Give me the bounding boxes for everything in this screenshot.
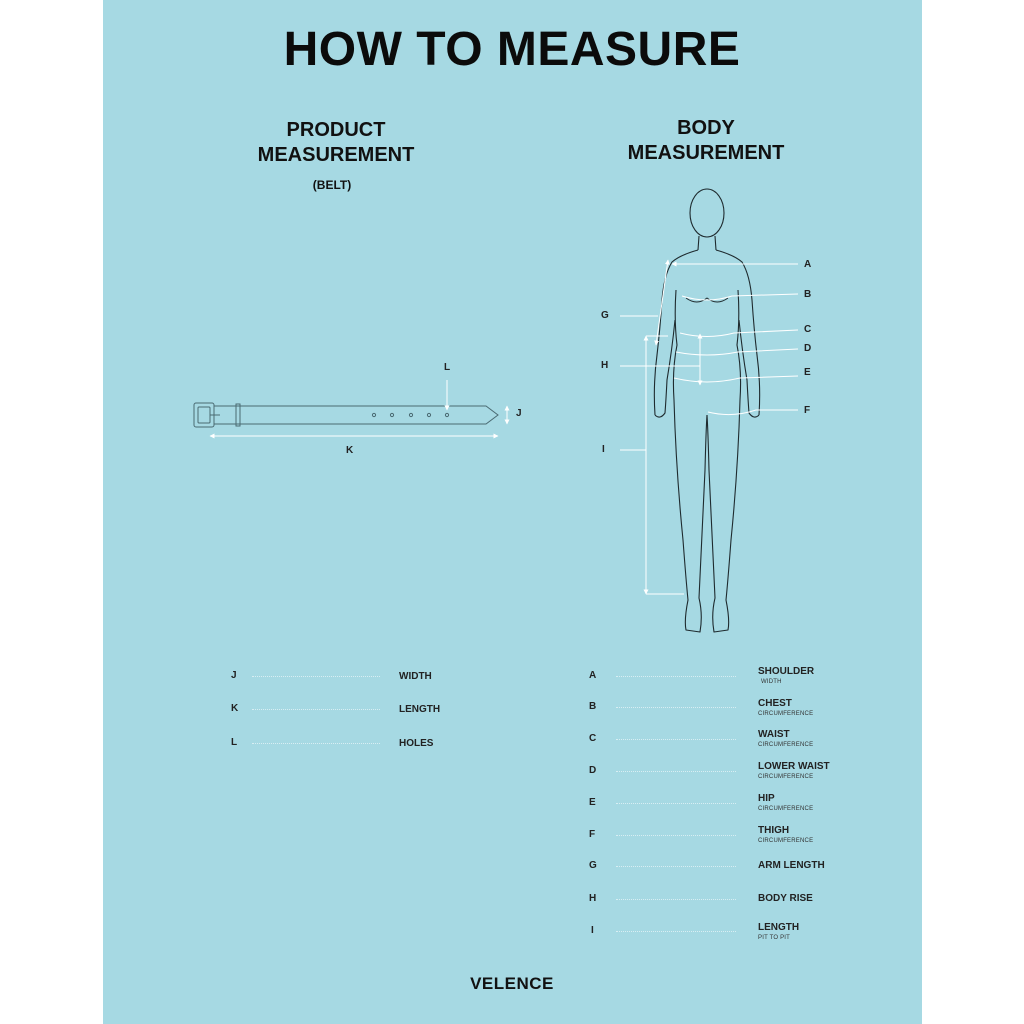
legend-sub: CIRCUMFERENCE xyxy=(758,711,814,717)
legend-dotted-line xyxy=(616,739,736,740)
belt-hole xyxy=(390,413,393,416)
body-label-d: D xyxy=(804,343,812,354)
body-label-b: B xyxy=(804,289,812,300)
legend-name: HOLES xyxy=(399,738,434,749)
legend-name: SHOULDER WIDTH xyxy=(758,666,814,688)
legend-letter: G xyxy=(589,860,597,871)
legend-dotted-line xyxy=(616,676,736,677)
legend-name: WAIST CIRCUMFERENCE xyxy=(758,729,813,751)
belt-label-width: J xyxy=(516,408,522,419)
belt-illustration xyxy=(194,403,498,427)
legend-name: LENGTH xyxy=(399,704,441,715)
product-heading-line2: MEASUREMENT xyxy=(257,144,415,166)
body-heading-line1: BODY xyxy=(677,117,735,139)
arm-length-arrow xyxy=(656,260,668,345)
belt-label-length: K xyxy=(346,445,354,456)
body-figure xyxy=(654,189,759,632)
legend-dotted-line xyxy=(616,771,736,772)
legend-letter: A xyxy=(589,670,597,681)
legend-dotted-line xyxy=(616,899,736,900)
legend-letter: J xyxy=(231,670,237,681)
body-label-i: I xyxy=(602,444,605,455)
body-label-e: E xyxy=(804,367,811,378)
legend-letter: F xyxy=(589,829,596,840)
legend-sub: WIDTH xyxy=(761,679,782,685)
legend-dotted-line xyxy=(616,835,736,836)
legend-letter: L xyxy=(231,737,238,748)
legend-letter: B xyxy=(589,701,597,712)
legend-dotted-line xyxy=(252,676,380,677)
legend-letter: E xyxy=(589,797,596,808)
product-subheading: (BELT) xyxy=(312,178,352,192)
belt-hole xyxy=(427,413,430,416)
legend-dotted-line xyxy=(616,707,736,708)
product-heading-line1: PRODUCT xyxy=(286,119,386,141)
legend-name: THIGH CIRCUMFERENCE xyxy=(758,825,813,847)
hip-line xyxy=(674,376,798,382)
legend-sub: CIRCUMFERENCE xyxy=(758,742,814,748)
body-label-f: F xyxy=(804,405,811,416)
legend-letter: K xyxy=(231,703,239,714)
belt-loop xyxy=(236,404,240,426)
legend-dotted-line xyxy=(616,931,736,932)
waist-line xyxy=(680,330,798,337)
body-label-c: C xyxy=(804,324,812,335)
belt-label-holes: L xyxy=(444,362,451,373)
legend-name: LOWER WAIST CIRCUMFERENCE xyxy=(758,761,830,783)
body-heading-line2: MEASUREMENT xyxy=(627,142,785,164)
thigh-line xyxy=(708,410,798,415)
legend-name: WIDTH xyxy=(399,671,432,682)
page-title: HOW TO MEASURE xyxy=(283,23,741,76)
legend-letter: C xyxy=(589,733,597,744)
belt-strap xyxy=(214,406,498,424)
legend-sub: CIRCUMFERENCE xyxy=(758,806,814,812)
legend-sub: CIRCUMFERENCE xyxy=(758,774,814,780)
legend-dotted-line xyxy=(616,803,736,804)
legend-dotted-line xyxy=(252,709,380,710)
lower-waist-line xyxy=(676,349,798,355)
body-label-g: G xyxy=(601,310,609,321)
legend-letter: H xyxy=(589,893,597,904)
figure-head xyxy=(690,189,724,237)
legend-name: ARM LENGTH xyxy=(758,860,825,871)
brand-logo: VELENCE xyxy=(470,974,554,993)
belt-hole xyxy=(372,413,375,416)
legend-name: LENGTH PIT TO PIT xyxy=(758,922,799,944)
body-label-a: A xyxy=(804,259,812,270)
legend-sub: PIT TO PIT xyxy=(758,935,791,941)
belt-hole xyxy=(409,413,412,416)
belt-hole xyxy=(445,413,448,416)
legend-letter: D xyxy=(589,765,597,776)
legend-name: HIP CIRCUMFERENCE xyxy=(758,793,813,815)
legend-sub: CIRCUMFERENCE xyxy=(758,838,814,844)
chest-line xyxy=(682,294,798,300)
legend-dotted-line xyxy=(616,866,736,867)
legend-name: CHEST CIRCUMFERENCE xyxy=(758,698,813,720)
legend-letter: I xyxy=(591,925,594,936)
legend-name: BODY RISE xyxy=(758,893,813,904)
body-label-h: H xyxy=(601,360,609,371)
legend-dotted-line xyxy=(252,743,380,744)
